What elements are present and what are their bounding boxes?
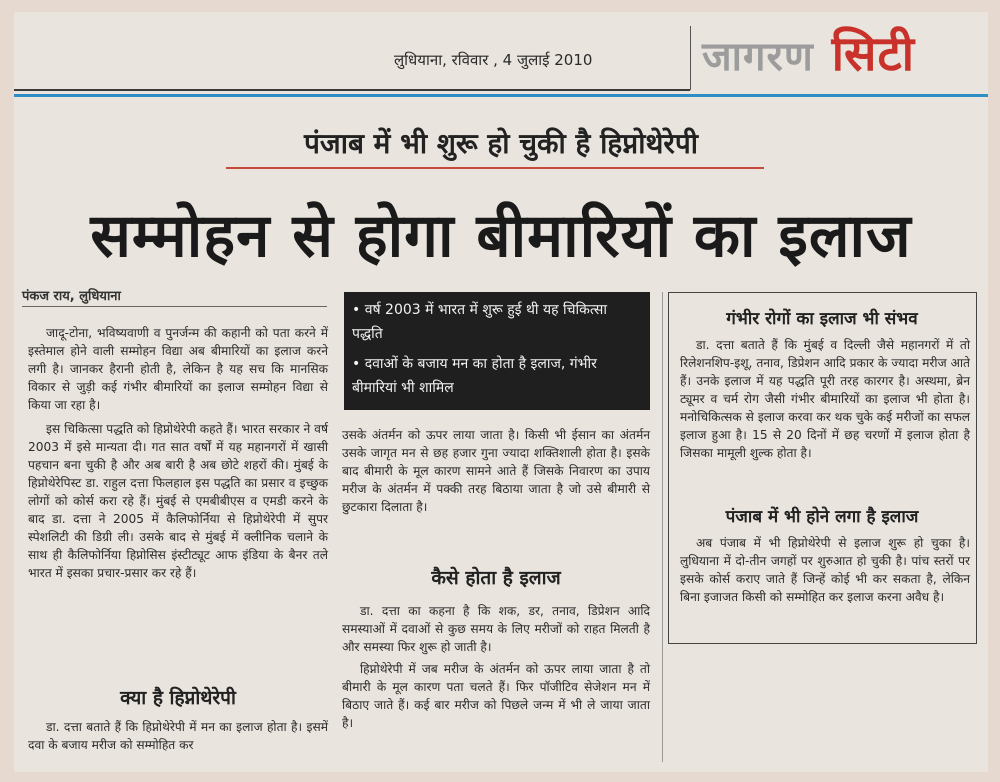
box-paragraph-1: डा. दत्ता बताते हैं कि मुंबई व दिल्ली जैसे महानगरों में तो रिलेशनशिप-इशू, तनाव, डिप्रेशन आदि प्रकार के ज्यादा मरीज आते हैं। उनके इलाज में यह पद्धति पूरी तरह कारगर है। अस्थमा, ब्रेन ट्यूमर व चर्म रोग जैसी गंभीर बीमारियों का इलाज भी होता है। मनोचिकित्सक से इलाज करवा कर थक चुके कई मरीजों का सफल इलाज हुआ है। 15 से 20 दिनों में छह चरणों में इलाज होता है जिसका मामूली शुल्क होता है। [680, 338, 970, 460]
col2-paragraph-2: डा. दत्ता का कहना है कि शक, डर, तनाव, डिप्रेशन आदि समस्याओं में दवाओं से कुछ समय के लिए मरीजों को राहत मिलती है और समस्या फिर शुरू हो जाती है। [342, 604, 650, 654]
byline-rule [22, 306, 327, 307]
column-2 [342, 426, 650, 516]
box-section-2 [680, 534, 970, 606]
col1-paragraph-3: डा. दत्ता बताते हैं कि हिप्नोथेरेपी में मन का इलाज होता है। इसमें दवा के बजाय मरीज को सम्मोहित कर [28, 720, 328, 752]
logo-city: सिटी [831, 26, 916, 82]
column-1-cont [28, 718, 328, 754]
dateline: लुधियाना, रविवार , 4 जुलाई 2010 [394, 51, 593, 69]
highlight-point-2: • दवाओं के बजाय मन का होता है इलाज, गंभीर बीमारियां भी शामिल [352, 356, 597, 396]
kicker-underline [226, 167, 764, 169]
col1-paragraph-2: इस चिकित्सा पद्धति को हिप्नोथेरेपी कहते हैं। भारत सरकार ने वर्ष 2003 में इसे मान्यता दी। गत सात वर्षों में यह महानगरों में खासी पहचान बना चुकी है और अब बारी है अब छोटे शहरों की। मुंबई के हिप्नोथेरेपिस्ट डा. राहुल दत्ता फिलहाल इस पद्धति का प्रसार व इच्छुक लोगों को कोर्स करा रहे हैं। मुंबई से एमबीबीएस व एमडी करने के बाद डा. दत्ता ने 2005 में कैलिफोर्निया से हिप्नोथेरेपी में सुपर स्पेशलिटी की डिग्री ली। उसके बाद से मुंबई में क्लीनिक चलाने के साथ ही कैलिफोर्निया हिप्नोसिस इंस्टीट्यूट आफ इंडिया के बैनर तले भारत में इसका प्रचार-प्रसार कर रहे हैं। [28, 422, 328, 580]
box-title-2: पंजाब में भी होने लगा है इलाज [725, 507, 919, 527]
col2-paragraph-3: हिप्नोथेरेपी में जब मरीज के अंतर्मन को ऊपर लाया जाता है तो बीमारी के मूल कारण पता चलते हैं। फिर पॉजीटिव सेजेशन मन में बिठाए जाते हैं। कई बार मरीज को पिछले जन्म में भी ले जाया जाता है। [342, 662, 650, 730]
column-2-cont [342, 602, 650, 732]
box-title-1: गंभीर रोगों का इलाज भी संभव [726, 309, 918, 329]
col2-subheading: कैसे होता है इलाज [431, 567, 561, 589]
column-divider [662, 292, 663, 762]
col1-paragraph-1: जादू-टोना, भविष्यवाणी व पुनर्जन्म की कहानी को पता करने में इस्तेमाल होने वाली सम्मोहन विद्या अब बीमारियों का इलाज करने लगी है। जानकर हैरानी होती है, लेकिन है यह सच कि मानसिक विकार से जुड़ी कई गंभीर बीमारियों का इलाज सम्मोहन विद्या से किया जा रहा है। [28, 326, 328, 412]
highlight-box [344, 292, 650, 410]
kicker-headline: पंजाब में भी शुरू हो चुकी है हिप्नोथेरेपी [304, 127, 698, 160]
highlight-point-1: • वर्ष 2003 में भारत में शुरू हुई थी यह चिकित्सा पद्धति [352, 302, 608, 342]
masthead-divider [690, 26, 691, 90]
main-headline: सम्मोहन से होगा बीमारियों का इलाज [90, 201, 912, 271]
box-paragraph-2: अब पंजाब में भी हिप्नोथेरेपी से इलाज शुरू हो चुका है। लुधियाना में दो-तीन जगहों पर शुरुआत हो चुकी है। पांच स्तरों पर इसके कोर्स कराए जाते हैं जिन्हें कोई भी कर सकता है, लेकिन बिना इजाजत किसी को सम्मोहित कर इलाज करना अवैध है। [680, 536, 970, 604]
column-1 [28, 324, 328, 582]
box-section-1 [680, 336, 970, 462]
col1-subheading: क्या है हिप्नोथेरेपी [120, 687, 236, 709]
blue-rule [14, 94, 988, 97]
byline: पंकज राय, लुधियाना [22, 289, 121, 304]
masthead-rule [14, 89, 690, 91]
col2-paragraph-1: उसके अंतर्मन को ऊपर लाया जाता है। किसी भी ईसान का अंतर्मन उसके जागृत मन से छह हजार गुना ज्यादा शक्तिशाली होता है। इसके बाद बीमारी के मूल कारण सामने आते हैं जिसके निवारण का उपाय मरीज के अंतर्मन में पक्की तरह बिठाया जाता है जो उसे बीमारी से छुटकारा दिलाता है। [342, 428, 650, 514]
publication-logo [702, 26, 916, 82]
newspaper-clipping [14, 12, 988, 772]
logo-jagran: जागरण [702, 34, 814, 80]
